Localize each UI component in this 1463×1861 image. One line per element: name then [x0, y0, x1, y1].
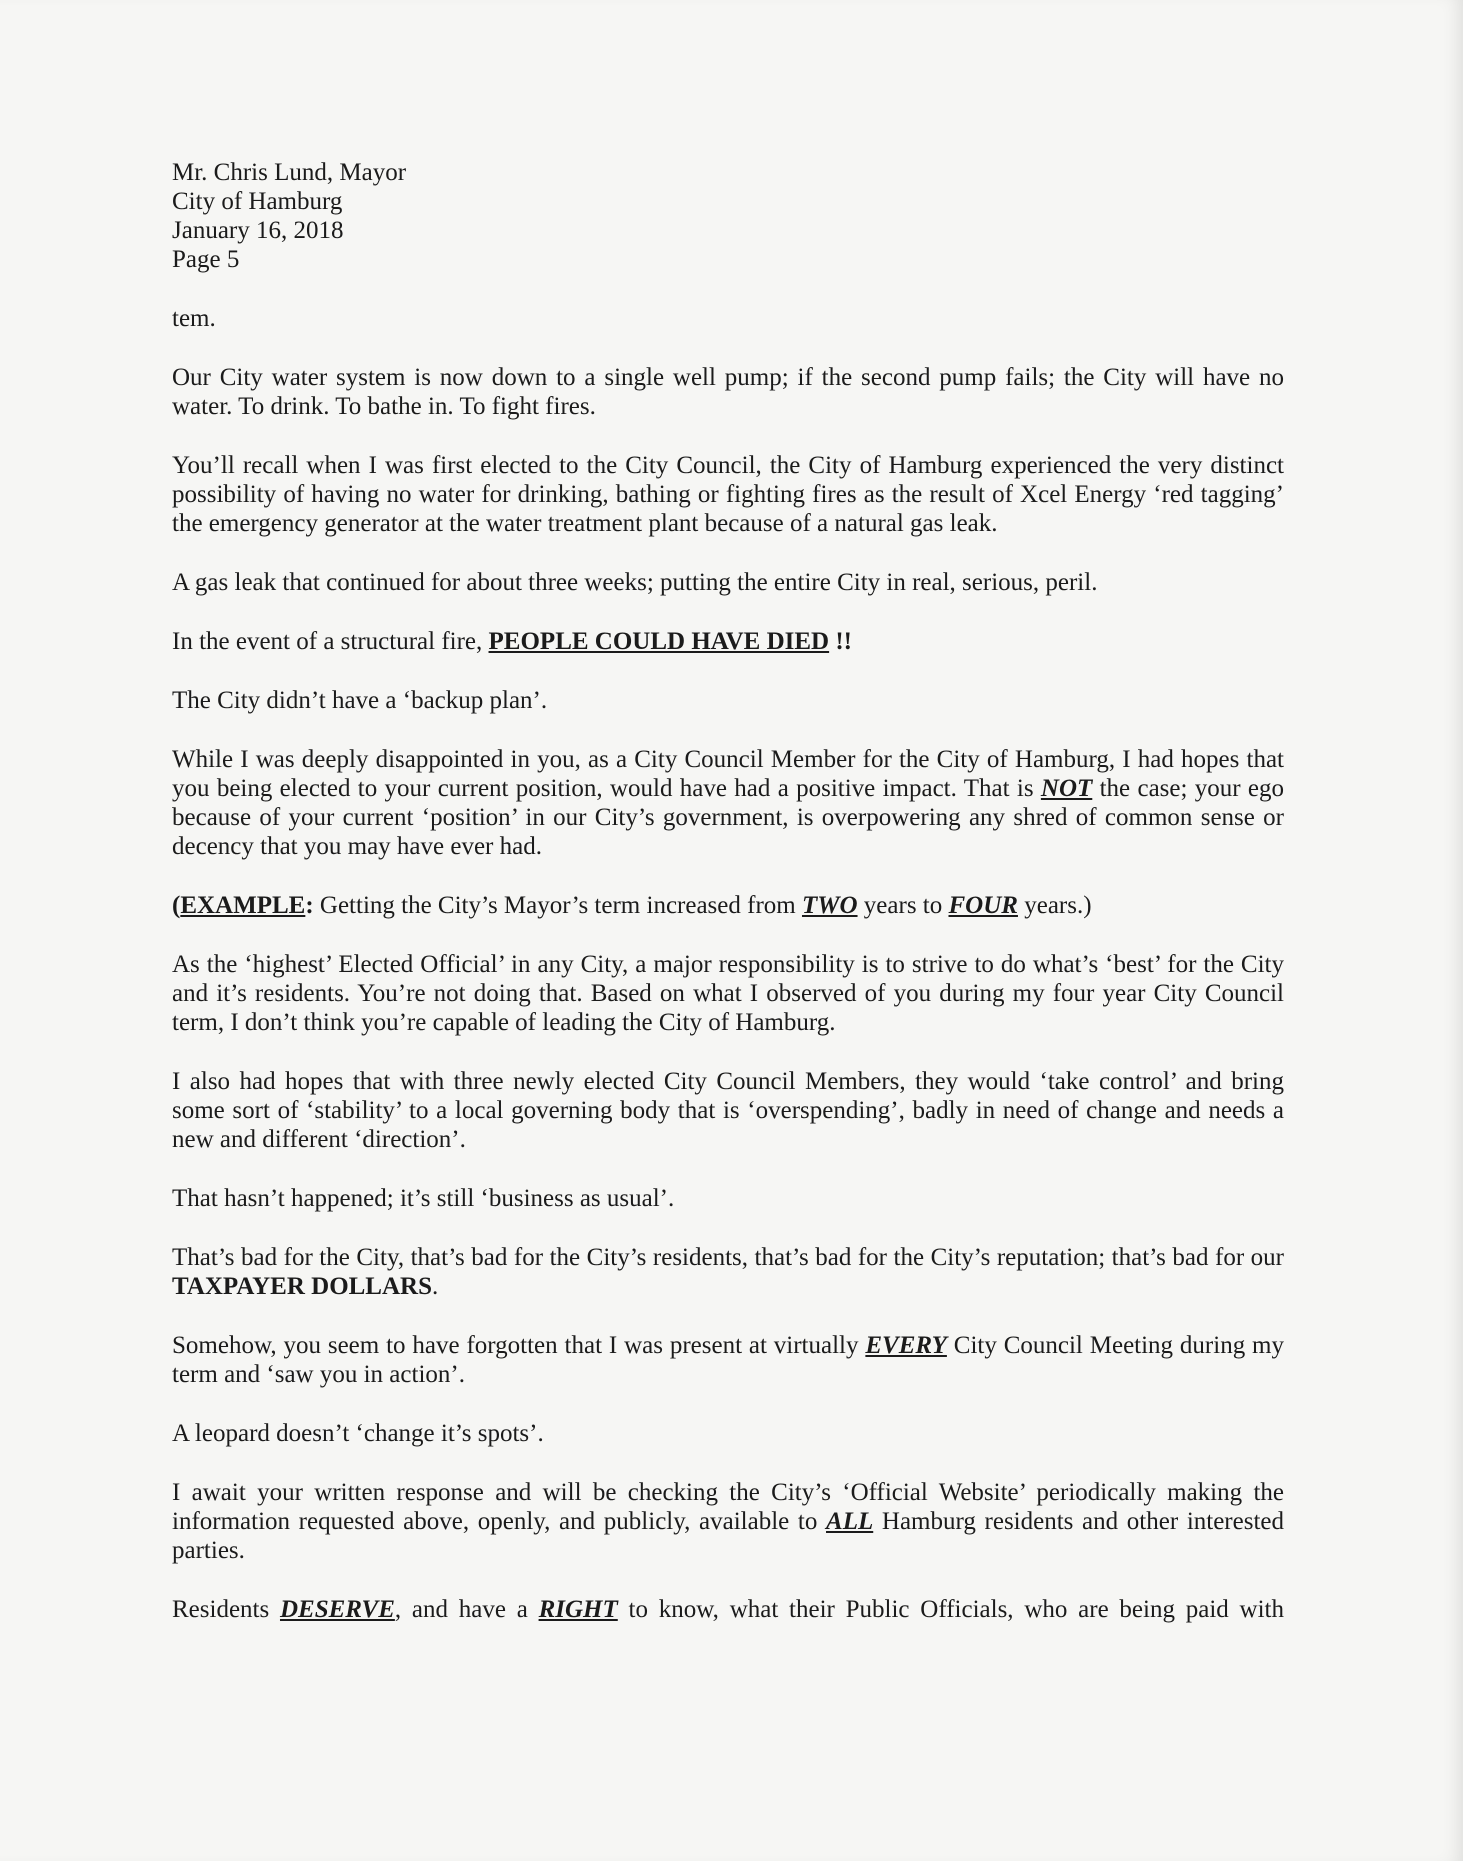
text-run: (	[172, 892, 181, 919]
emphasis-every: EVERY	[865, 1332, 947, 1359]
text-run: :	[305, 892, 314, 919]
text-run: , and have a	[394, 1596, 539, 1623]
text-run: City Council Meeting during my term and ‘saw you in action’.	[172, 1332, 1285, 1388]
paragraph-structural-fire	[172, 627, 1284, 656]
emphasis-example: EXAMPLE	[180, 892, 306, 919]
emphasis-not: NOT	[1040, 775, 1093, 802]
paragraph-water-system: Our City water system is now down to a single well pump; if the second pump fails; the City will have no water. To drink. To bathe in. To fight fires.	[172, 364, 1284, 420]
text-run: to know, what their Public Officials, who are being paid with	[617, 1596, 1284, 1623]
letter-header	[172, 158, 1284, 274]
paragraph-first-elected: You’ll recall when I was first elected to the City Council, the City of Hamburg experienced the very distinct possibility of having no water for drinking, bathing or fighting fires as the result of Xcel Energy ‘red tagging’ the emergency generator at the water treatment plant because of a natural gas leak.	[172, 452, 1284, 537]
paragraph-gas-leak: A gas leak that continued for about three weeks; putting the entire City in real, serious, peril.	[172, 569, 1098, 596]
paragraph-residents-deserve	[172, 1595, 1284, 1624]
text-run: Residents	[172, 1596, 280, 1623]
recipient-name: Mr. Chris Lund, Mayor	[172, 159, 407, 186]
paragraph-bad-for-city	[172, 1243, 1284, 1301]
paragraph-highest-official: As the ‘highest’ Elected Official’ in any City, a major responsibility is to strive to do what’s ‘best’ for the City and it’s residents. You’re not doing that. Based on what I observed of you during my four year City Council term, I don’t think you’re capable of leading the City of Hamburg.	[172, 951, 1284, 1036]
paragraph-new-council-members: I also had hopes that with three newly elected City Council Members, they would ‘take control’ and bring some sort of ‘stability’ to a local governing body that is ‘overspending’, badly in need of change and needs a new and different ‘direction’.	[172, 1068, 1284, 1153]
emphasis-all: ALL	[826, 1508, 874, 1535]
emphasis-taxpayer-dollars: TAXPAYER DOLLARS	[172, 1273, 432, 1300]
text-run: I await your written response and will be checking the City’s ‘Official Website’ periodically making the information requested above, openly, and publicly, available to	[172, 1479, 1284, 1535]
text-run: years to	[857, 892, 949, 919]
paragraph-business-as-usual: That hasn’t happened; it’s still ‘business as usual’.	[172, 1185, 675, 1212]
text-run: Somehow, you seem to have forgotten that I was present at virtually	[172, 1332, 866, 1359]
text-run: While I was deeply disappointed in you, as a City Council Member for the City of Hamburg, I had hopes that you being elected to your current position, would have had a positive impact. That is	[172, 746, 1284, 802]
text-run: That’s bad for the City, that’s bad for the City’s residents, that’s bad for the City’s reputation; that’s bad for our	[172, 1244, 1284, 1271]
text-run: Getting the City’s Mayor’s term increased from	[313, 892, 802, 919]
paragraph-every-meeting	[172, 1331, 1284, 1389]
text-run: !!	[829, 628, 853, 655]
emphasis-right: RIGHT	[538, 1596, 618, 1623]
paragraph-disappointed	[172, 745, 1284, 861]
paragraph-backup-plan: The City didn’t have a ‘backup plan’.	[172, 687, 548, 714]
paragraph-continuation: tem.	[172, 305, 216, 332]
letter-content	[172, 158, 1284, 1654]
emphasis-four: FOUR	[948, 892, 1018, 919]
text-run: In the event of a structural fire,	[172, 628, 489, 655]
emphasis-deserve: DESERVE	[279, 1596, 395, 1623]
text-run: years.)	[1017, 892, 1092, 919]
letter-date: January 16, 2018	[172, 217, 344, 244]
text-run: the case; your ego because of your current ‘position’ in our City’s government, is overpowering any shred of common sense or decency that you may have ever had.	[172, 775, 1284, 860]
page-number: Page 5	[172, 246, 240, 273]
text-run: .	[432, 1273, 439, 1300]
paragraph-example	[172, 891, 1284, 920]
emphasis-two: TWO	[801, 892, 858, 919]
recipient-organization: City of Hamburg	[172, 188, 343, 215]
paragraph-leopard: A leopard doesn’t ‘change it’s spots’.	[172, 1420, 544, 1447]
paragraph-await-response	[172, 1478, 1284, 1565]
text-run: Hamburg residents and other interested parties.	[172, 1508, 1284, 1564]
emphasis-people-could-have-died: PEOPLE COULD HAVE DIED	[488, 628, 830, 655]
